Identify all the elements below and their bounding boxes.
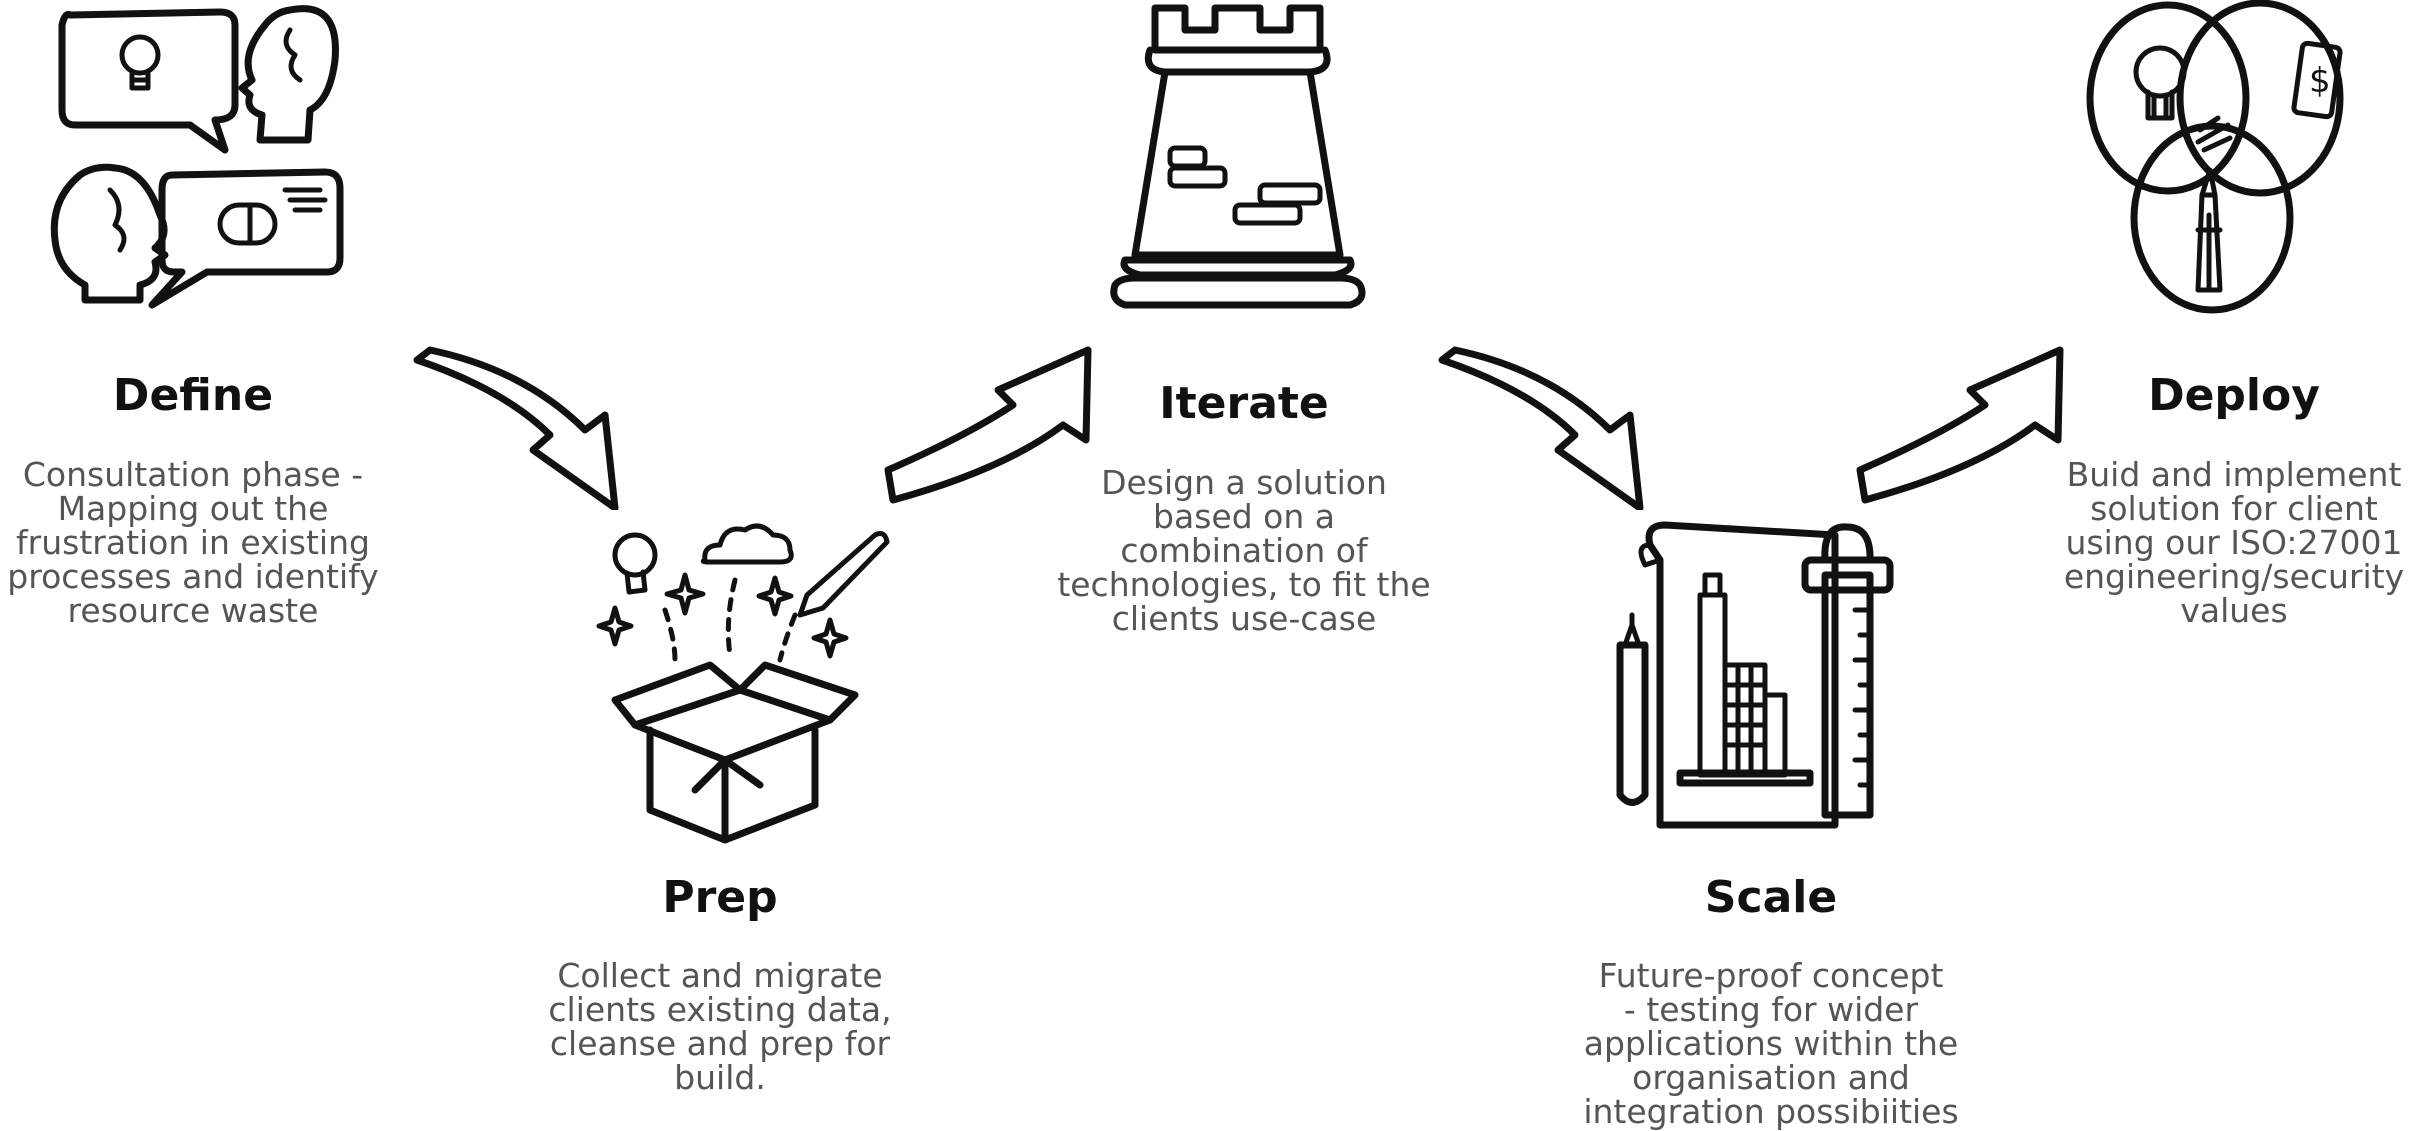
scale-description-line: Future-proof concept: [1598, 956, 1944, 995]
prep-description-line: cleanse and prep for: [549, 1024, 891, 1063]
prep-description-line: Collect and migrate: [557, 956, 883, 995]
deploy-description-line: values: [2180, 591, 2288, 630]
scale-description-line: integration possibiities: [1583, 1092, 1959, 1131]
iterate-description-line: combination of: [1120, 531, 1368, 570]
open-box-ideas-icon: [585, 510, 895, 840]
deploy-description-line: using our ISO:27001: [2065, 523, 2403, 562]
scale-description: [1583, 956, 1959, 1131]
iterate-description-line: clients use-case: [1111, 599, 1377, 638]
define-description-line: processes and identify: [7, 557, 379, 596]
blueprint-ruler-icon: [1605, 515, 1905, 835]
scale-title: Scale: [1704, 872, 1838, 923]
define-description-line: resource waste: [67, 591, 319, 630]
chess-rook-icon: [1095, 0, 1385, 315]
prep-description-line: build.: [674, 1058, 766, 1097]
svg-text:$: $: [2309, 61, 2331, 101]
iterate-title: Iterate: [1159, 378, 1329, 429]
deploy-title: Deploy: [2148, 370, 2320, 421]
iterate-description-line: Design a solution: [1101, 463, 1387, 502]
define-title: Define: [112, 370, 274, 421]
speech-bubbles-people-icon: [40, 0, 340, 310]
define-description: [7, 455, 379, 630]
deploy-description-line: solution for client: [2090, 489, 2378, 528]
iterate-description: [1057, 463, 1431, 638]
arrow-down-right-icon: [405, 345, 635, 510]
prep-description-line: clients existing data,: [548, 990, 892, 1029]
deploy-description-line: Buid and implement: [2066, 455, 2402, 494]
arrow-up-right-icon: [1850, 345, 2070, 505]
scale-description-line: organisation and: [1632, 1058, 1910, 1097]
iterate-description-line: technologies, to fit the: [1057, 565, 1431, 604]
define-description-line: Consultation phase -: [22, 455, 364, 494]
deploy-description-line: engineering/security: [2063, 557, 2405, 596]
deploy-description: [2063, 455, 2405, 630]
define-description-line: Mapping out the: [57, 489, 329, 528]
iterate-description-line: based on a: [1153, 497, 1335, 536]
prep-title: Prep: [662, 872, 778, 923]
scale-description-line: applications within the: [1583, 1024, 1959, 1063]
define-description-line: frustration in existing: [16, 523, 370, 562]
arrow-down-right-icon: [1430, 345, 1660, 510]
venn-diagram-icon: [2090, 0, 2350, 315]
prep-description: [548, 956, 892, 1097]
scale-description-line: - testing for wider: [1623, 990, 1919, 1029]
